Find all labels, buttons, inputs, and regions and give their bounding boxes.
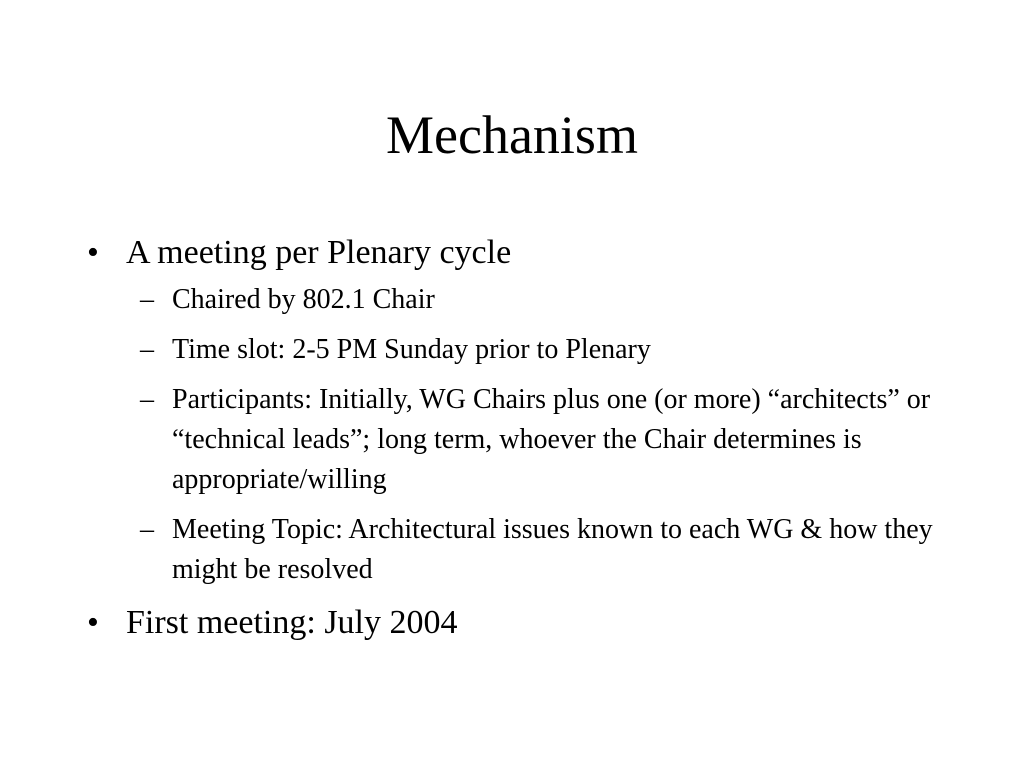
sub-bullet-item bbox=[126, 380, 962, 500]
sub-bullet-item bbox=[126, 330, 962, 370]
bullet-item bbox=[82, 600, 962, 646]
dash-marker: – bbox=[140, 384, 154, 415]
bullet-marker: • bbox=[87, 604, 99, 641]
sub-bullet-text: Chaired by 802.1 Chair bbox=[172, 284, 435, 315]
sub-bullet-text: Time slot: 2-5 PM Sunday prior to Plenary bbox=[172, 334, 651, 365]
sub-bullet-item bbox=[126, 280, 962, 320]
dash-marker: – bbox=[140, 284, 154, 315]
dash-marker: – bbox=[140, 334, 154, 365]
bullet-marker: • bbox=[87, 234, 99, 271]
bullet-list bbox=[82, 230, 962, 646]
dash-marker: – bbox=[140, 514, 154, 545]
slide-title: Mechanism bbox=[386, 105, 638, 165]
bullet-text: A meeting per Plenary cycle bbox=[126, 234, 512, 271]
sub-bullet-item bbox=[126, 510, 962, 590]
sub-bullet-text: Participants: Initially, WG Chairs plus one (or more) “architects” or “technical leads”; long term, whoever the Chair determines is appropriate/willing bbox=[172, 384, 931, 495]
sub-bullet-list bbox=[126, 280, 962, 590]
sub-bullet-text: Meeting Topic: Architectural issues known to each WG & how they might be resolved bbox=[172, 514, 933, 585]
bullet-item bbox=[82, 230, 962, 590]
bullet-text: First meeting: July 2004 bbox=[126, 604, 458, 641]
